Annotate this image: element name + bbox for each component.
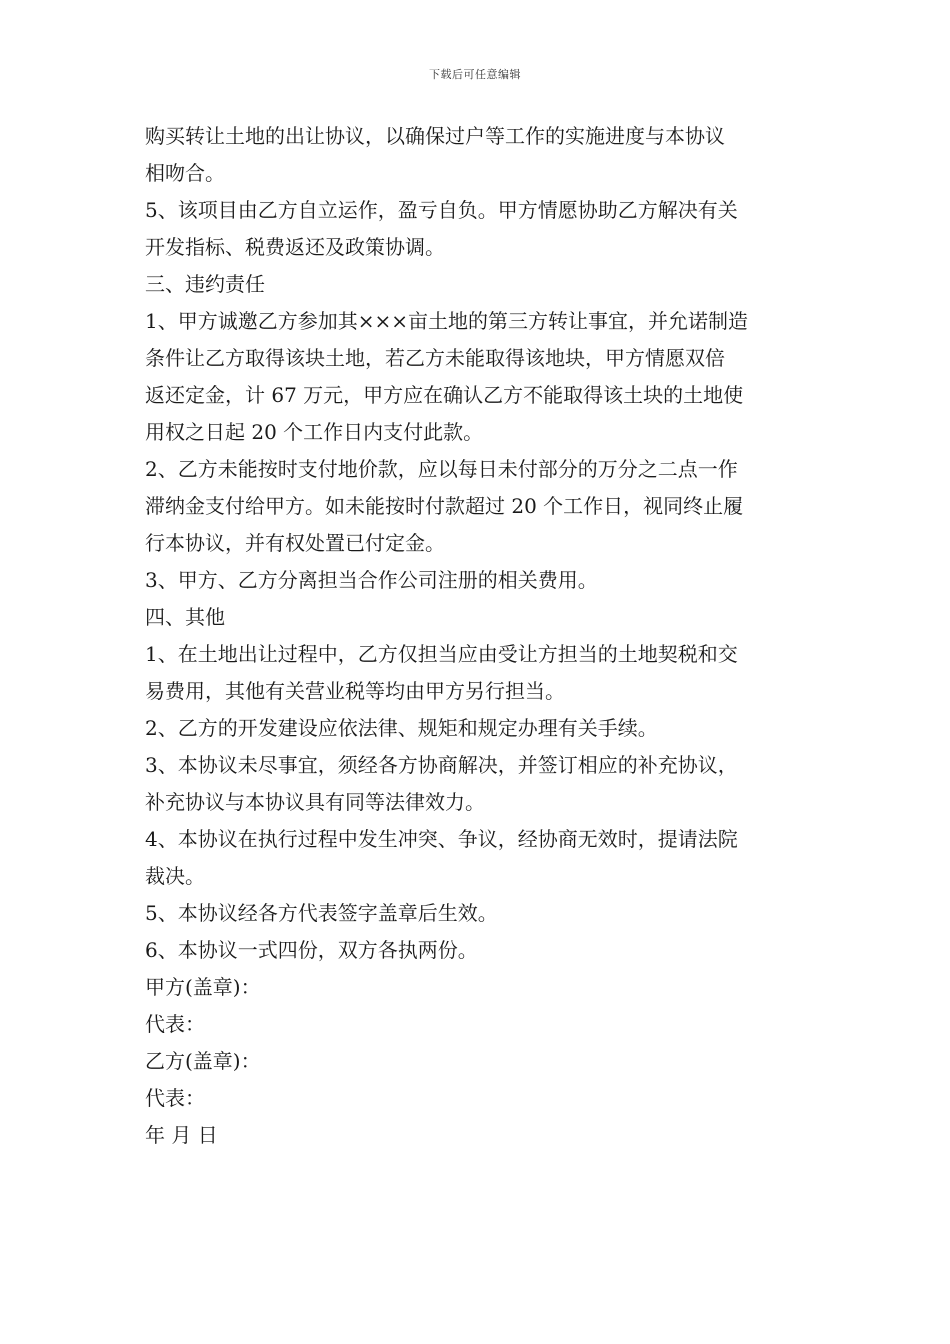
body-line: 5、本协议经各方代表签字盖章后生效。 (145, 901, 498, 925)
body-line: 购买转让土地的出让协议，以确保过户等工作的实施进度与本协议 (145, 124, 725, 148)
body-line: 返还定金，计 67 万元，甲方应在确认乙方不能取得该土块的土地使 (145, 383, 744, 407)
body-line: 滞纳金支付给甲方。如未能按时付款超过 20 个工作日，视同终止履 (145, 494, 744, 518)
body-line: 条件让乙方取得该块土地，若乙方未能取得该地块，甲方情愿双倍 (145, 346, 725, 370)
body-line: 裁决。 (145, 864, 205, 888)
body-line: 4、本协议在执行过程中发生冲突、争议，经协商无效时，提请法院 (145, 827, 738, 851)
body-line: 行本协议，并有权处置已付定金。 (145, 531, 445, 555)
page-header: 下载后可任意编辑 (429, 68, 521, 81)
signature-date: 年 月 日 (145, 1123, 218, 1147)
signature-representative-b: 代表： (145, 1086, 205, 1110)
body-line: 6、本协议一式四份，双方各执两份。 (145, 938, 478, 962)
body-line: 5、该项目由乙方自立运作，盈亏自负。甲方情愿协助乙方解决有关 (145, 198, 738, 222)
body-line: 易费用，其他有关营业税等均由甲方另行担当。 (145, 679, 565, 703)
body-line: 相吻合。 (145, 161, 225, 185)
document-body (145, 118, 810, 1154)
body-line: 3、甲方、乙方分离担当合作公司注册的相关费用。 (145, 568, 598, 592)
body-line: 3、本协议未尽事宜，须经各方协商解决，并签订相应的补充协议， (145, 753, 738, 777)
signature-party-a: 甲方(盖章)： (145, 975, 261, 999)
body-line: 2、乙方的开发建设应依法律、规矩和规定办理有关手续。 (145, 716, 658, 740)
body-line: 2、乙方未能按时支付地价款，应以每日未付部分的万分之二点一作 (145, 457, 738, 481)
signature-representative-a: 代表： (145, 1012, 205, 1036)
body-line: 补充协议与本协议具有同等法律效力。 (145, 790, 485, 814)
body-line: 用权之日起 20 个工作日内支付此款。 (145, 420, 484, 444)
body-line: 开发指标、税费返还及政策协调。 (145, 235, 445, 259)
body-line: 1、甲方诚邀乙方参加其×××亩土地的第三方转让事宜，并允诺制造 (145, 309, 748, 333)
body-line: 1、在土地出让过程中，乙方仅担当应由受让方担当的土地契税和交 (145, 642, 738, 666)
signature-party-b: 乙方(盖章)： (145, 1049, 261, 1073)
section-heading: 四、其他 (145, 605, 225, 629)
section-heading: 三、违约责任 (145, 272, 265, 296)
